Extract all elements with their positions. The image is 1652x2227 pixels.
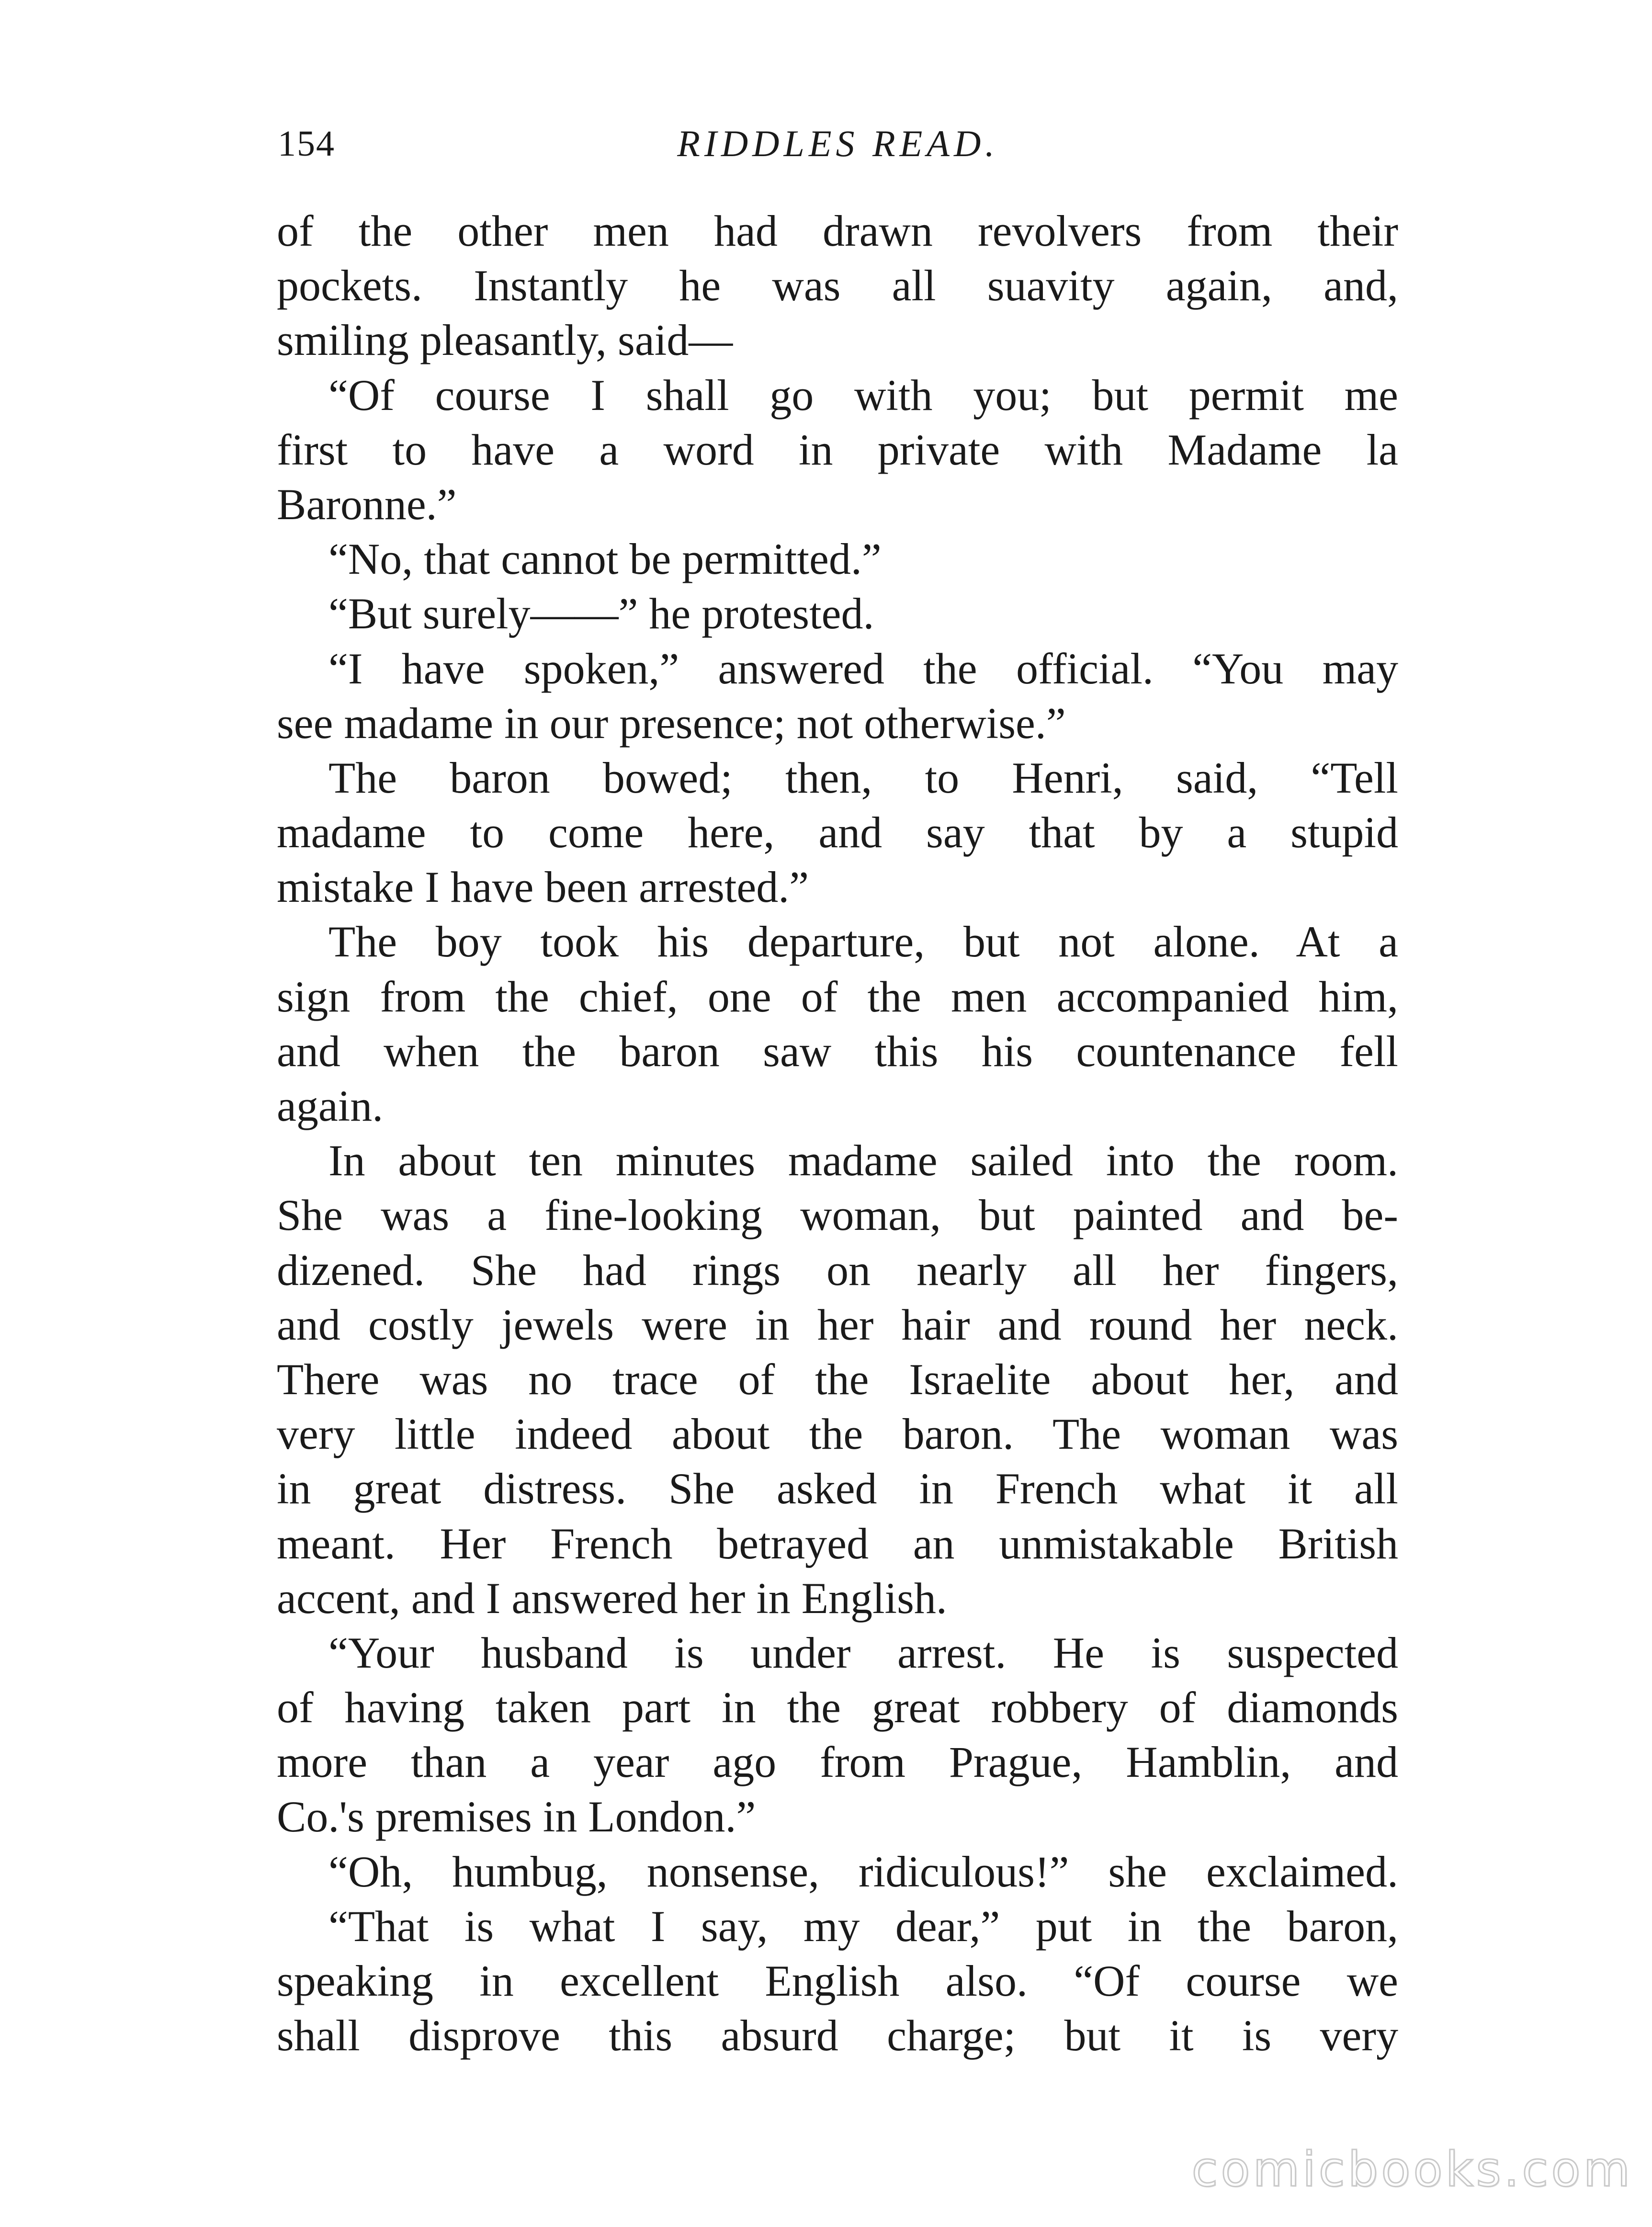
text-line: Baronne.” bbox=[277, 479, 457, 529]
text-line: see madame in our presence; not otherwise.” bbox=[277, 698, 1066, 748]
text-line: There was no trace of the Israelite about her, and bbox=[277, 1354, 1398, 1404]
text-line: sign from the chief, one of the men accompanied him, bbox=[277, 972, 1398, 1021]
text-line: pockets. Instantly he was all suavity again, and, bbox=[277, 261, 1398, 310]
text-line: Co.'s premises in London.” bbox=[277, 1792, 756, 1841]
text-line: “I have spoken,” answered the official. “You may bbox=[328, 644, 1398, 693]
text-line: “That is what I say, my dear,” put in the baron, bbox=[328, 1901, 1398, 1951]
text-line: “No, that cannot be permitted.” bbox=[328, 534, 882, 584]
text-line: “Of course I shall go with you; but permit me bbox=[328, 370, 1398, 420]
body-text bbox=[277, 204, 1398, 2063]
text-line: in great distress. She asked in French what it all bbox=[277, 1464, 1398, 1513]
text-line: “Your husband is under arrest. He is suspected bbox=[328, 1628, 1398, 1677]
text-line: again. bbox=[277, 1081, 384, 1130]
running-title: RIDDLES READ. bbox=[677, 123, 999, 164]
text-line: meant. Her French betrayed an unmistakable British bbox=[277, 1519, 1398, 1568]
text-line: In about ten minutes madame sailed into the room. bbox=[328, 1136, 1398, 1185]
text-line: speaking in excellent English also. “Of course we bbox=[277, 1956, 1398, 2005]
text-line: The baron bowed; then, to Henri, said, “Tell bbox=[328, 753, 1398, 802]
text-line: mistake I have been arrested.” bbox=[277, 863, 809, 912]
text-line: and costly jewels were in her hair and round her neck. bbox=[277, 1300, 1398, 1349]
text-line: shall disprove this absurd charge; but it is very bbox=[277, 2011, 1398, 2060]
text-line: and when the baron saw this his countenance fell bbox=[277, 1026, 1398, 1076]
watermark: comicbooks.com bbox=[1191, 2141, 1633, 2197]
text-line: dizened. She had rings on nearly all her fingers, bbox=[277, 1245, 1398, 1295]
text-line: The boy took his departure, but not alone. At a bbox=[328, 917, 1398, 966]
text-line: more than a year ago from Prague, Hamblin, and bbox=[277, 1738, 1398, 1787]
text-line: She was a fine-looking woman, but painted and be- bbox=[277, 1191, 1398, 1240]
text-line: “But surely——” he protested. bbox=[328, 589, 874, 638]
page-number: 154 bbox=[278, 124, 335, 164]
text-line: first to have a word in private with Madame la bbox=[277, 425, 1398, 474]
text-line: of the other men had drawn revolvers from their bbox=[277, 206, 1398, 255]
text-line: madame to come here, and say that by a stupid bbox=[277, 808, 1398, 857]
text-line: accent, and I answered her in English. bbox=[277, 1573, 947, 1623]
text-line: of having taken part in the great robbery of diamonds bbox=[277, 1683, 1398, 1732]
text-line: smiling pleasantly, said— bbox=[277, 316, 733, 365]
text-line: “Oh, humbug, nonsense, ridiculous!” she exclaimed. bbox=[328, 1847, 1398, 1896]
running-head bbox=[278, 117, 1398, 170]
text-line: very little indeed about the baron. The woman was bbox=[277, 1409, 1398, 1459]
